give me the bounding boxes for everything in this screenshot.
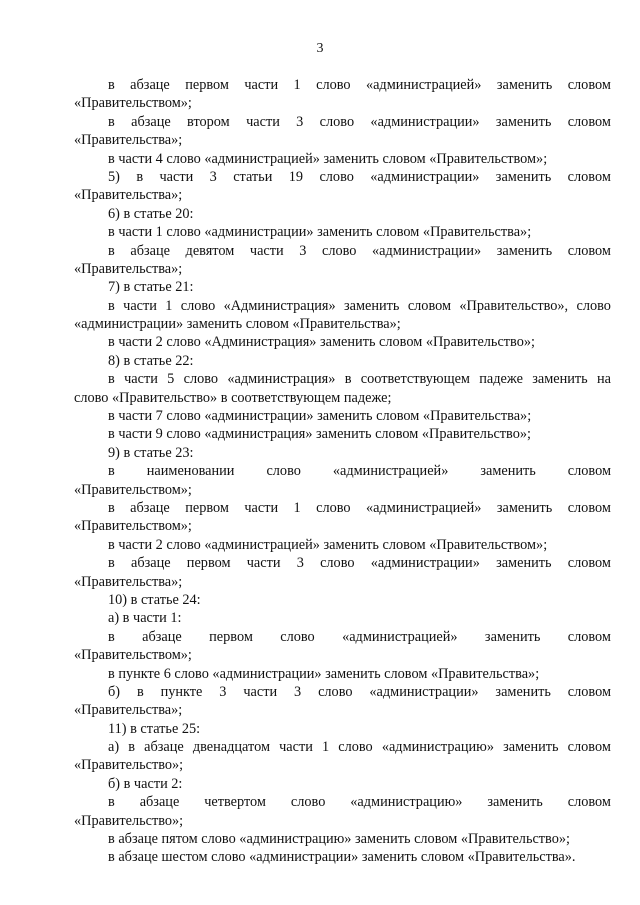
word: «администрации» — [370, 555, 480, 572]
text-line — [74, 499, 611, 517]
word: слово — [316, 499, 351, 516]
word: в — [108, 371, 115, 388]
word: заменить — [496, 77, 553, 93]
word: абзаце — [139, 794, 180, 811]
word: 3 — [294, 683, 302, 700]
word: слово — [321, 242, 357, 259]
text-line — [74, 793, 611, 811]
word: «администрацию» — [350, 794, 463, 811]
word: заменить — [496, 242, 553, 259]
text-line — [74, 242, 611, 260]
word: в — [108, 113, 115, 130]
word: 19 — [288, 168, 304, 185]
word: заменить — [495, 683, 551, 700]
word: слово — [290, 794, 326, 811]
word: словом — [567, 683, 611, 700]
word: девятом — [185, 242, 235, 259]
word: пункте — [160, 683, 203, 700]
word: заменить — [503, 739, 559, 756]
word: втором — [187, 113, 230, 130]
word: части — [249, 242, 284, 259]
text-line: «Правительством»; — [74, 95, 192, 112]
word: заменить — [484, 628, 541, 645]
word: абзаце — [130, 77, 170, 93]
word: слово — [318, 683, 353, 700]
word: в — [108, 463, 115, 480]
word: первом — [185, 499, 229, 516]
word: 3 — [296, 555, 304, 572]
word: 5) — [108, 168, 120, 185]
text-line: «Правительства»; — [74, 187, 183, 204]
word: части — [244, 499, 279, 516]
text-line: «Правительством»; — [74, 647, 192, 664]
text-line: 8) в статье 22: — [108, 352, 194, 369]
word: в — [344, 371, 352, 388]
word: словом — [567, 499, 611, 516]
word: части — [244, 77, 279, 93]
word: слово — [180, 297, 216, 314]
word: 5 — [167, 371, 175, 388]
word: словом — [407, 297, 452, 314]
word: в — [108, 242, 115, 259]
text-line: 11) в статье 25: — [108, 720, 201, 737]
word: заменить — [343, 297, 400, 314]
word: первом — [186, 555, 231, 572]
word: слово — [316, 77, 351, 93]
text-line — [74, 738, 611, 756]
text-line — [74, 76, 611, 94]
word: слово — [280, 628, 315, 645]
word: части — [159, 168, 194, 185]
word: части — [243, 683, 278, 700]
word: в — [108, 628, 115, 645]
text-line: «Правительства»; — [74, 132, 183, 149]
word: 1 — [293, 77, 301, 93]
word: «администрацией» — [342, 628, 458, 645]
word: словом — [567, 242, 611, 259]
word: слово — [319, 113, 355, 130]
word: словом — [567, 794, 611, 811]
word: 3 — [219, 683, 227, 700]
text-line — [74, 683, 611, 701]
word: падеже — [479, 371, 523, 388]
word: 1 — [165, 297, 173, 314]
word: «администрацию» — [381, 739, 494, 756]
word: абзаце — [144, 739, 184, 756]
word: части — [124, 371, 158, 388]
text-line: 6) в статье 20: — [108, 205, 194, 222]
word: 3 — [209, 168, 217, 185]
word: двенадцатом — [192, 739, 270, 756]
text-line: в части 4 слово «администрацией» заменить словом «Правительством»; — [108, 150, 548, 167]
word: в — [128, 739, 135, 756]
text-line: в части 2 слово «администрацией» заменить словом «Правительством»; — [108, 536, 548, 553]
text-line: 10) в статье 24: — [108, 591, 201, 608]
word: первом — [185, 77, 229, 93]
word: словом — [567, 555, 611, 572]
text-line: «Правительства»; — [74, 260, 183, 277]
word: словом — [567, 739, 611, 756]
text-line: а) в части 1: — [108, 610, 182, 627]
word: словом — [567, 628, 611, 645]
word: а) — [108, 739, 120, 756]
text-line — [74, 370, 611, 388]
word: словом — [567, 463, 611, 480]
word: заменить — [532, 371, 588, 388]
word: 1 — [322, 739, 330, 756]
word: «Администрация» — [223, 297, 336, 314]
word: слово — [319, 168, 354, 185]
text-line: «Правительство»; — [74, 757, 184, 774]
text-line: в части 1 слово «администрации» заменить словом «Правительства»; — [108, 224, 532, 241]
word: словом — [567, 168, 611, 185]
word: заменить — [487, 794, 543, 811]
text-line: «Правительством»; — [74, 481, 192, 498]
document-body — [74, 76, 611, 867]
word: заменить — [480, 463, 536, 480]
word: словом — [567, 77, 611, 93]
word: на — [597, 371, 611, 388]
word: части — [246, 113, 280, 130]
text-line: «Правительства»; — [74, 702, 183, 719]
word: словом — [567, 113, 611, 130]
text-line: «Правительства»; — [74, 573, 183, 590]
word: «администрация» — [227, 371, 336, 388]
word: в — [108, 794, 115, 811]
text-line: «администрации» заменить словом «Правительства»; — [74, 316, 401, 333]
word: статьи — [233, 168, 273, 185]
word: части — [123, 297, 157, 314]
text-line — [74, 554, 611, 572]
word: «администрации» — [370, 113, 480, 130]
word: в — [136, 168, 144, 185]
text-line: «Правительство»; — [74, 812, 184, 829]
word: в — [108, 77, 115, 93]
text-line: слово «Правительство» в соответствующем падеже; — [74, 389, 392, 406]
text-line: 9) в статье 23: — [108, 444, 194, 461]
word: части — [246, 555, 281, 572]
word: слово — [266, 463, 301, 480]
text-line: 7) в статье 21: — [108, 279, 194, 296]
word: слово — [320, 555, 355, 572]
word: первом — [209, 628, 253, 645]
word: в — [108, 297, 115, 314]
text-line — [74, 113, 611, 131]
text-line: в части 7 слово «администрации» заменить словом «Правительства»; — [108, 408, 532, 425]
word: слово — [576, 297, 611, 314]
word: «администрации» — [370, 168, 480, 185]
word: в — [108, 499, 115, 516]
word: б) — [108, 683, 121, 700]
text-line: в пункте 6 слово «администрации» заменить словом «Правительства»; — [108, 665, 540, 682]
word: в — [136, 683, 144, 700]
text-line: в абзаце шестом слово «администрации» заменить словом «Правительства». — [108, 849, 576, 866]
text-line — [74, 628, 611, 646]
text-line — [74, 168, 611, 186]
text-line: «Правительством»; — [74, 518, 192, 535]
word: абзаце — [130, 499, 170, 516]
text-line: б) в части 2: — [108, 775, 183, 792]
word: части — [279, 739, 313, 756]
word: 3 — [296, 113, 304, 130]
word: соответствующем — [360, 371, 470, 388]
word: четвертом — [204, 794, 266, 811]
page-number: 3 — [316, 41, 324, 56]
text-line: в абзаце пятом слово «администрацию» заменить словом «Правительство»; — [108, 831, 570, 848]
word: 1 — [293, 499, 301, 516]
word: заменить — [496, 555, 552, 572]
word: абзаце — [130, 555, 171, 572]
text-line: в части 2 слово «Администрация» заменить словом «Правительство»; — [108, 334, 535, 351]
text-line — [74, 297, 611, 315]
word: в — [108, 555, 115, 572]
word: заменить — [496, 499, 553, 516]
word: заменить — [495, 168, 552, 185]
text-line: в части 9 слово «администрация» заменить словом «Правительство»; — [108, 426, 531, 443]
word: «Правительство», — [459, 297, 569, 314]
word: слово — [183, 371, 219, 388]
word: абзаце — [142, 628, 182, 645]
word: 3 — [299, 242, 307, 259]
word: «администрацией» — [365, 499, 482, 516]
word: «администрацией» — [365, 77, 482, 93]
word: абзаце — [131, 113, 171, 130]
word: заменить — [495, 113, 552, 130]
word: слово — [338, 739, 373, 756]
word: абзаце — [130, 242, 170, 259]
word: «администрации» — [369, 683, 479, 700]
word: «администрацией» — [332, 463, 449, 480]
word: наименовании — [146, 463, 235, 480]
word: «администрации» — [371, 242, 482, 259]
text-line — [74, 462, 611, 480]
